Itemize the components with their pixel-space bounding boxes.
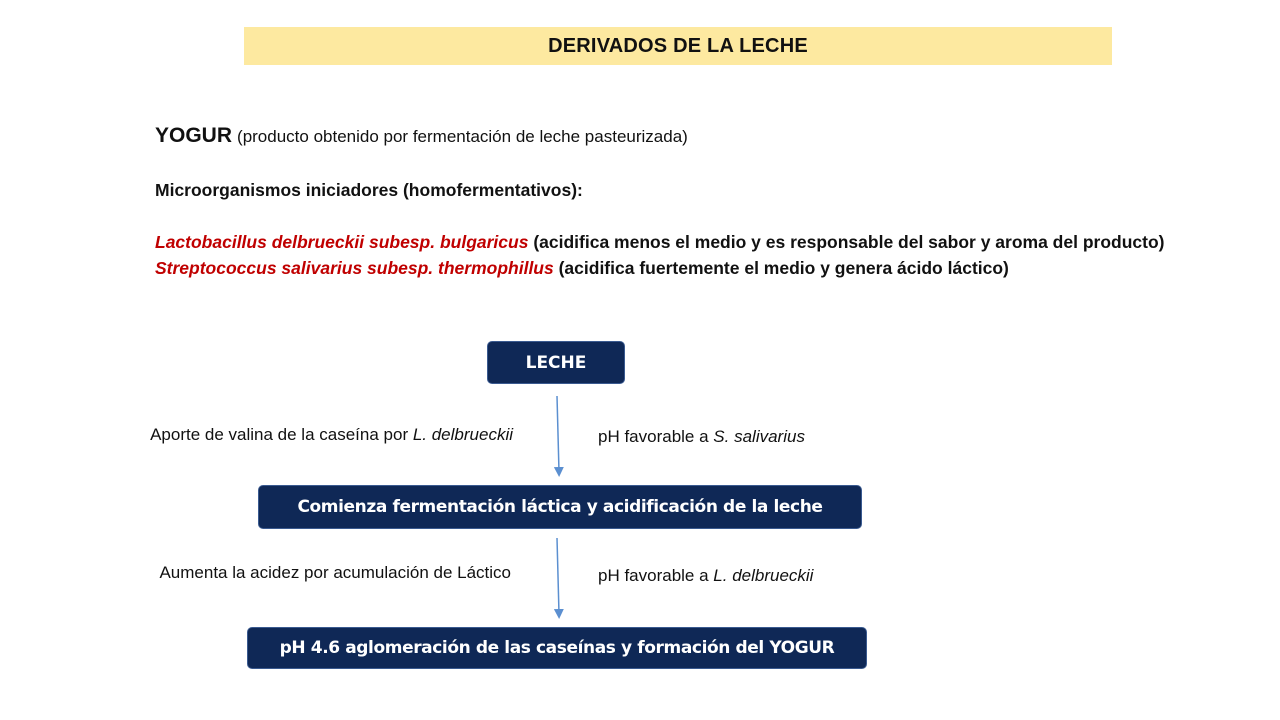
arrow-2: [557, 538, 559, 614]
transition-1-right-species: S. salivarius: [713, 427, 805, 446]
flow-step-leche: LECHE: [487, 341, 625, 384]
yogur-term: YOGUR: [155, 124, 233, 147]
organism-name: Streptococcus salivarius subesp. thermophillus: [155, 258, 554, 278]
microorganisms-heading: Microorganismos iniciadores (homofermentativos):: [155, 180, 583, 200]
organism-name: Lactobacillus delbrueckii subesp. bulgaricus: [155, 232, 529, 252]
transition-2-right-label: [598, 566, 813, 586]
organism-description: (acidifica menos el medio y es responsable del sabor y aroma del producto): [528, 232, 1165, 252]
transition-1-right-label: [598, 427, 805, 447]
transition-2-right-species: L. delbrueckii: [713, 566, 814, 585]
transition-1-right-text: pH favorable a: [598, 427, 714, 446]
yogur-description: (producto obtenido por fermentación de leche pasteurizada): [237, 127, 688, 146]
transition-1-left-species: L. delbrueckii: [412, 425, 513, 444]
flow-step-yogur: pH 4.6 aglomeración de las caseínas y formación del YOGUR: [247, 627, 867, 669]
transition-1-left-label: [150, 425, 513, 445]
transition-2-left-label: Aumenta la acidez por acumulación de Láctico: [159, 563, 511, 582]
transition-1-left-text: Aporte de valina de la caseína por: [150, 425, 413, 444]
organism-description: (acidifica fuertemente el medio y genera ácido láctico): [553, 258, 1009, 278]
transition-2-right-text: pH favorable a: [598, 566, 714, 585]
page-title: DERIVADOS DE LA LECHE: [548, 34, 808, 57]
flow-step-fermentation: Comienza fermentación láctica y acidificación de la leche: [258, 485, 862, 529]
arrow-1: [557, 396, 559, 472]
